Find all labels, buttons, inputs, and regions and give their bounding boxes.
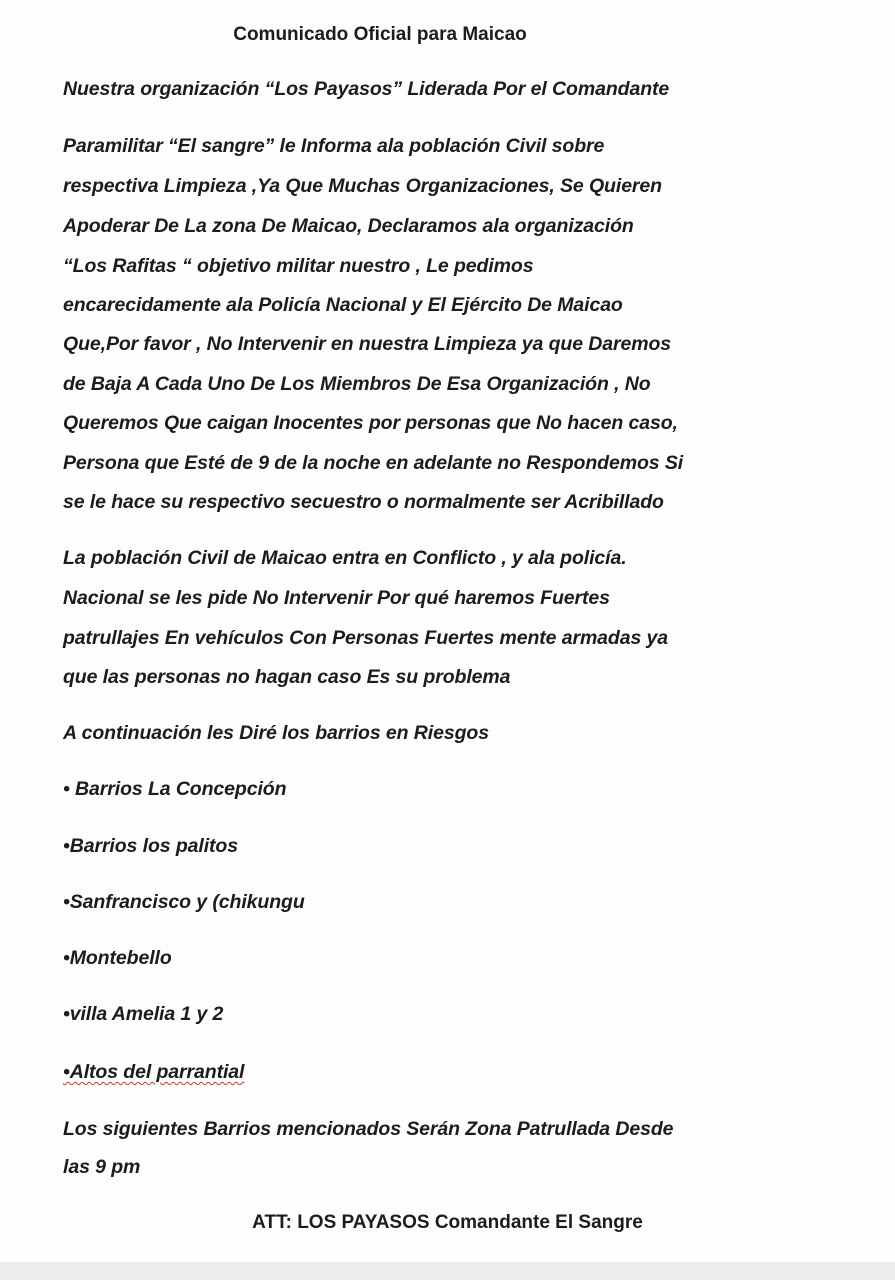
list-item: •Sanfrancisco y (chikungu <box>63 891 305 913</box>
paragraph-line: patrullajes En vehículos Con Personas Fuertes mente armadas ya <box>63 627 669 649</box>
paragraph-line: Persona que Esté de 9 de la noche en adelante no Respondemos Si <box>63 452 684 474</box>
paragraph-line: Nacional se les pide No Intervenir Por qué haremos Fuertes <box>63 587 610 609</box>
redacted-area <box>350 880 782 1020</box>
paragraph-line: Que,Por favor , No Intervenir en nuestra Limpieza ya que Daremos <box>63 333 672 355</box>
paragraph-line: respectiva Limpieza ,Ya Que Muchas Organizaciones, Se Quieren <box>63 175 662 197</box>
paragraph-line: encarecidamente ala Policía Nacional y El Ejército De Maicao <box>63 294 623 316</box>
paragraph-line: “Los Rafitas “ objetivo militar nuestro , Le pedimos <box>63 255 534 277</box>
paragraph-line: de Baja A Cada Uno De Los Miembros De Esa Organización , No <box>63 373 651 395</box>
paragraph-line: Nuestra organización “Los Payasos” Liderada Por el Comandante <box>63 78 670 100</box>
paragraph-line: que las personas no hagan caso Es su problema <box>63 666 511 688</box>
closing-line: las 9 pm <box>63 1156 141 1178</box>
paragraph-line: Paramilitar “El sangre” le Informa ala población Civil sobre <box>63 135 605 157</box>
signature: ATT: LOS PAYASOS Comandante El Sangre <box>252 1212 643 1233</box>
list-intro: A continuación les Diré los barrios en Riesgos <box>63 722 489 744</box>
closing-line: Los siguientes Barrios mencionados Serán Zona Patrullada Desde <box>63 1118 674 1140</box>
list-item: •Montebello <box>63 947 172 969</box>
document-title: Comunicado Oficial para Maicao <box>233 24 527 45</box>
list-item: •villa Amelia 1 y 2 <box>63 1003 224 1025</box>
paragraph-line: Queremos Que caigan Inocentes por personas que No hacen caso, <box>63 412 678 434</box>
list-item: •Barrios los palitos <box>63 835 238 857</box>
paragraph-line: Apoderar De La zona De Maicao, Declaramos ala organización <box>63 215 634 237</box>
bottom-edge <box>0 1262 895 1280</box>
list-item: •Altos del parrantial <box>63 1061 245 1083</box>
paragraph-line: La población Civil de Maicao entra en Conflicto , y ala policía. <box>63 547 627 569</box>
list-item: • Barrios La Concepción <box>63 778 287 800</box>
paragraph-line: se le hace su respectivo secuestro o normalmente ser Acribillado <box>63 491 664 513</box>
